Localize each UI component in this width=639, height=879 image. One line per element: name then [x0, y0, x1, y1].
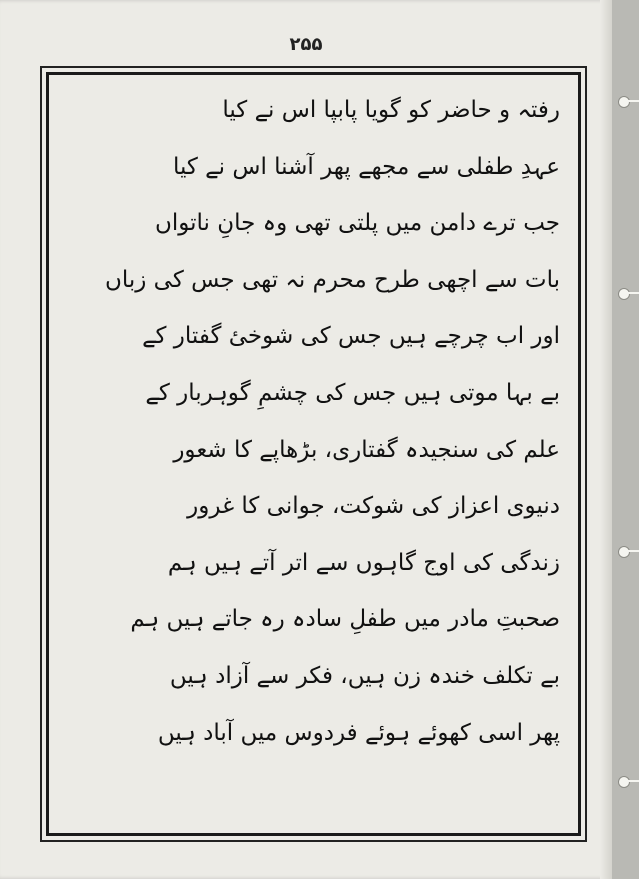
stitch-thread [626, 780, 639, 782]
stitch-thread [626, 550, 639, 552]
verse-line: علم کی سنجیدہ گفتاری، بڑھاپے کا شعور [173, 436, 560, 463]
verse-line: صحبتِ مادر میں طفلِ سادہ رہ جاتے ہیں ہم [130, 606, 560, 633]
verse-line: جب ترے دامن میں پلتی تھی وہ جانِ ناتواں [154, 210, 560, 237]
verse-line: بات سے اچھی طرح محرم نہ تھی جس کی زباں [104, 266, 560, 293]
page-edge-shadow [600, 0, 612, 879]
binding-stitch [612, 776, 639, 786]
verse-line: پھر اسی کھوئے ہوئے فردوس میں آباد ہیں [157, 719, 560, 746]
binding-stitch [612, 96, 639, 106]
stitch-hole-icon [618, 546, 630, 558]
verse-line: عہدِ طفلی سے مجھے پھر آشنا اس نے کیا [172, 153, 560, 180]
stitch-hole-icon [618, 288, 630, 300]
verse-line: زندگی کی اوج گاہوں سے اتر آتے ہیں ہم [167, 549, 560, 576]
page-number: ۲۵۵ [289, 34, 323, 55]
binding-stitch [612, 546, 639, 556]
stitch-thread [626, 292, 639, 294]
verse-line: رفتہ و حاضر کو گویا پابپا اس نے کیا [222, 97, 560, 123]
verse-line: اور اب چرچے ہیں جس کی شوخیٔ گفتار کے [142, 323, 560, 350]
verse-line: بے تکلف خندہ زن ہیں، فکر سے آزاد ہیں [169, 662, 560, 689]
stitch-hole-icon [618, 96, 630, 108]
verse-line: دنیوی اعزاز کی شوکت، جوانی کا غرور [187, 493, 560, 520]
verse-line: بے بہا موتی ہیں جس کی چشمِ گوہربار کے [145, 379, 560, 406]
stitch-thread [626, 100, 639, 102]
stitch-hole-icon [618, 776, 630, 788]
binding-stitch [612, 288, 639, 298]
poem-verses [60, 88, 566, 767]
